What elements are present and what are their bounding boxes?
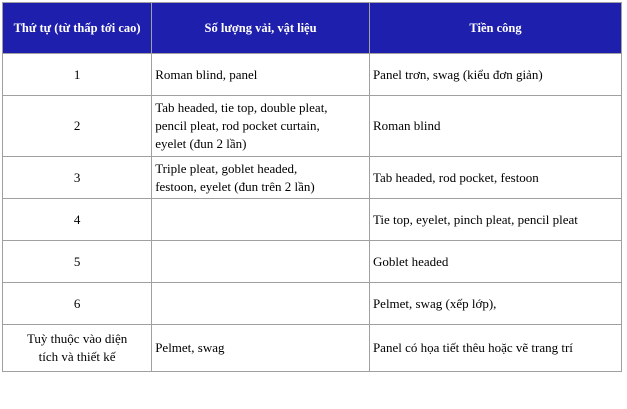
labor-cell: Panel có họa tiết thêu hoặc vẽ trang trí [370, 325, 621, 371]
fabric-cell: Roman blind, panel [152, 54, 369, 95]
header-fabric-quantity: Số lượng vải, vật liệu [152, 3, 369, 53]
fabric-cell: Triple pleat, goblet headed, festoon, eyelet (đun trên 2 lần) [152, 157, 369, 198]
order-cell: 4 [3, 199, 151, 240]
header-labor-cost: Tiền công [370, 3, 621, 53]
order-cell: Tuỳ thuộc vào diện tích và thiết kế [3, 325, 151, 371]
table-row [3, 241, 621, 282]
table-header-row [3, 3, 621, 53]
labor-cell: Tab headed, rod pocket, festoon [370, 157, 621, 198]
labor-cell: Pelmet, swag (xếp lớp), [370, 283, 621, 324]
curtain-pricing-table [2, 2, 622, 372]
order-cell: 5 [3, 241, 151, 282]
order-cell: 1 [3, 54, 151, 95]
fabric-cell [152, 283, 369, 324]
fabric-cell [152, 199, 369, 240]
table-row [3, 96, 621, 156]
labor-cell: Tie top, eyelet, pinch pleat, pencil pleat [370, 199, 621, 240]
fabric-cell: Pelmet, swag [152, 325, 369, 371]
table-row [3, 157, 621, 198]
table-row [3, 283, 621, 324]
order-cell: 2 [3, 96, 151, 156]
table-row [3, 325, 621, 371]
table-row [3, 199, 621, 240]
pricing-table-container [2, 2, 622, 372]
fabric-cell: Tab headed, tie top, double pleat, pencil pleat, rod pocket curtain, eyelet (đun 2 lần) [152, 96, 369, 156]
fabric-cell [152, 241, 369, 282]
header-order: Thứ tự (từ thấp tới cao) [3, 3, 151, 53]
table-row [3, 54, 621, 95]
order-cell: 6 [3, 283, 151, 324]
labor-cell: Roman blind [370, 96, 621, 156]
labor-cell: Goblet headed [370, 241, 621, 282]
order-cell: 3 [3, 157, 151, 198]
labor-cell: Panel trơn, swag (kiểu đơn giản) [370, 54, 621, 95]
